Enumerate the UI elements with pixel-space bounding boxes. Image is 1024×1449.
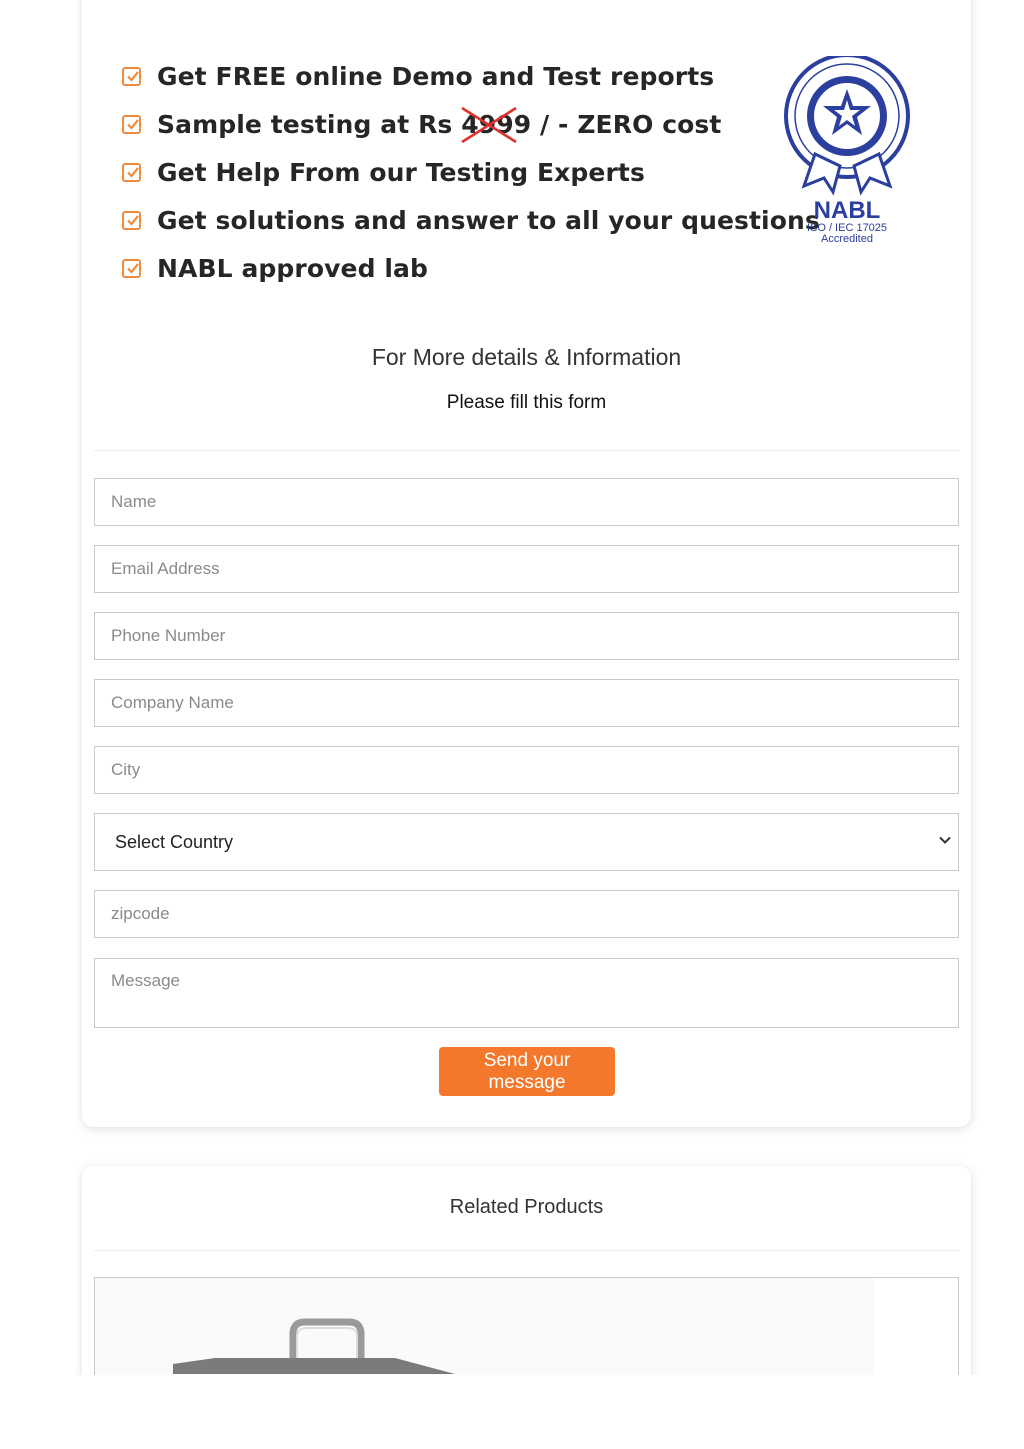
divider: [94, 1250, 959, 1251]
benefit-item: [122, 244, 820, 292]
nabl-label: NABL: [813, 197, 881, 224]
form-heading: For More details & Information: [371, 344, 682, 370]
form-subheading: Please fill this form: [446, 392, 607, 413]
benefit-text: [157, 110, 721, 139]
related-products-title: Related Products: [449, 1196, 604, 1218]
benefit-text: Get solutions and answer to all your questions: [157, 205, 820, 235]
checkbox-icon: [122, 67, 141, 86]
benefit-item: [122, 100, 820, 148]
chevron-down-icon: [938, 833, 952, 847]
page-bottom-blank: [0, 1375, 1024, 1449]
benefits-list: [122, 52, 820, 292]
city-input[interactable]: [94, 746, 959, 794]
nabl-logo: [780, 56, 920, 256]
name-input[interactable]: [94, 478, 959, 526]
related-products-card: [82, 1166, 971, 1406]
country-select[interactable]: [94, 813, 959, 871]
benefit-item: [122, 148, 820, 196]
strike-cross-icon: [458, 106, 520, 144]
nabl-accredited-text: Accredited: [821, 233, 873, 245]
benefit-text-part: Sample testing at Rs: [157, 109, 462, 139]
benefit-text-part: / - ZERO cost: [531, 109, 722, 139]
checkbox-icon: [122, 163, 141, 182]
divider: [94, 450, 959, 451]
checkbox-icon: [122, 259, 141, 278]
checkbox-icon: [122, 115, 141, 134]
benefit-text: Get FREE online Demo and Test reports: [157, 61, 715, 91]
enquiry-card: [82, 0, 971, 1127]
company-input[interactable]: [94, 679, 959, 727]
nabl-iso-text: ISO / IEC 17025: [806, 222, 888, 234]
email-input[interactable]: [94, 545, 959, 593]
message-textarea[interactable]: [94, 958, 959, 1028]
benefit-item: [122, 196, 820, 244]
benefit-text: NABL approved lab: [157, 253, 429, 283]
struck-price: [461, 110, 531, 139]
checkbox-icon: [122, 211, 141, 230]
benefit-item: [122, 52, 820, 100]
struck-price-value: 4999: [461, 109, 532, 139]
zipcode-input[interactable]: [94, 890, 959, 938]
send-message-button[interactable]: Send your message: [439, 1047, 615, 1096]
phone-input[interactable]: [94, 612, 959, 660]
country-select-value: Select Country: [115, 831, 234, 852]
benefit-text: Get Help From our Testing Experts: [157, 157, 645, 187]
